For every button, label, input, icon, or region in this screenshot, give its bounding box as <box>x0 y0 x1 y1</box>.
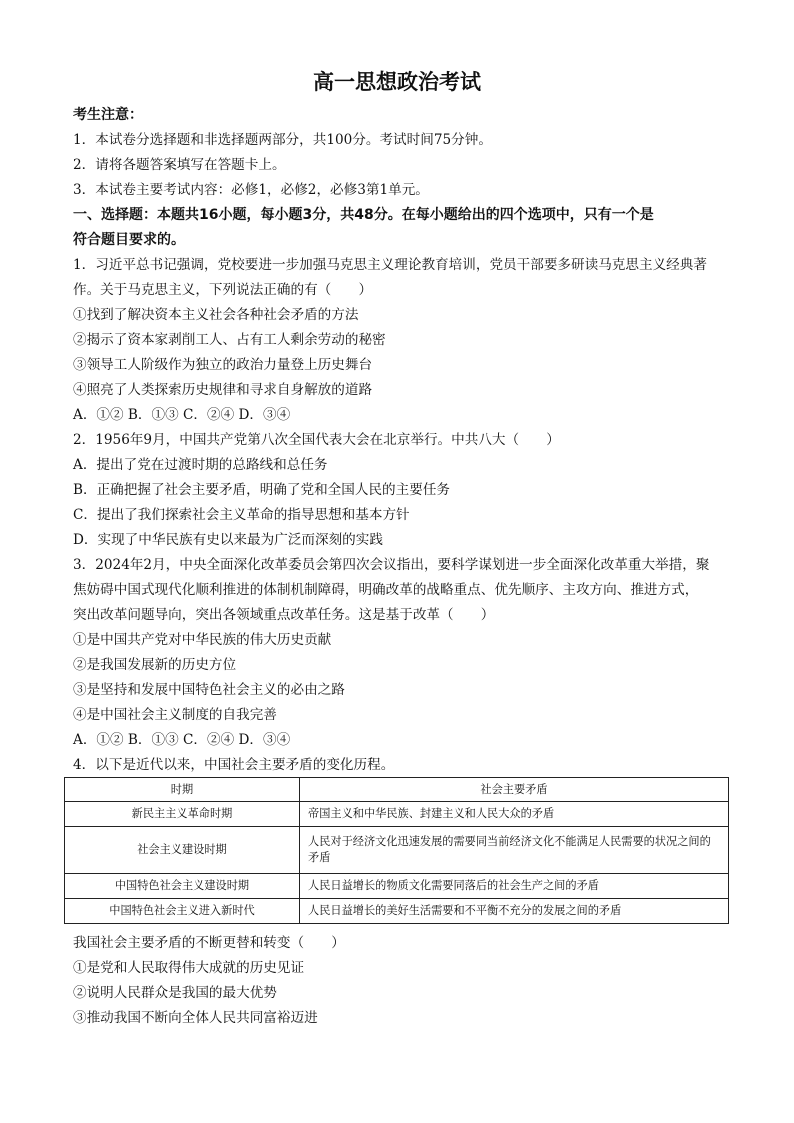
section-heading-cont: 符合题目要求的。 <box>73 232 185 248</box>
q4-option: ①是党和人民取得伟大成就的历史见证 <box>73 960 305 976</box>
notice-item: 1．本试卷分选择题和非选择题两部分，共100分。考试时间75分钟。 <box>73 132 492 148</box>
notice-item: 2．请将各题答案填写在答题卡上。 <box>73 157 286 173</box>
q2-option: C．提出了我们探索社会主义革命的指导思想和基本方针 <box>73 507 410 523</box>
q1-option: ②揭示了资本家剥削工人、占有工人剩余劳动的秘密 <box>73 332 386 348</box>
table-row <box>65 874 729 899</box>
table-row <box>65 827 729 874</box>
q2-stem: 2．1956年9月，中国共产党第八次全国代表大会在北京举行。中共八大（ ） <box>73 432 560 448</box>
q3-option: ④是中国社会主义制度的自我完善 <box>73 707 277 723</box>
q3-stem-cont: 焦妨碍中国式现代化顺利推进的体制机制障碍，明确改革的战略重点、优先顺序、主攻方向、推进方式， <box>73 582 699 598</box>
q4-option: ②说明人民群众是我国的最大优势 <box>73 985 277 1001</box>
q1-stem: 1．习近平总书记强调，党校要进一步加强马克思主义理论教育培训，党员干部要多研读马克思主义经典著 <box>73 257 707 273</box>
page-title: 高一思想政治考试 <box>313 70 481 94</box>
table-cell: 社会主义建设时期 <box>65 827 300 874</box>
q3-answers: A．①② B．①③ C．②④ D．③④ <box>73 732 291 748</box>
q3-option: ②是我国发展新的历史方位 <box>73 657 237 673</box>
table-cell: 人民日益增长的物质文化需要同落后的社会生产之间的矛盾 <box>300 874 729 899</box>
table-cell: 新民主主义革命时期 <box>65 802 300 827</box>
table-cell: 人民对于经济文化迅速发展的需要同当前经济文化不能满足人民需要的状况之间的矛盾 <box>300 827 729 874</box>
q3-stem: 3．2024年2月，中央全面深化改革委员会第四次会议指出，要科学谋划进一步全面深化改革重大举措，聚 <box>73 557 710 573</box>
table-cell: 中国特色社会主义建设时期 <box>65 874 300 899</box>
q1-option: ①找到了解决资本主义社会各种社会矛盾的方法 <box>73 307 359 323</box>
q4-option: ③推动我国不断向全体人民共同富裕迈进 <box>73 1010 318 1026</box>
table-header: 时期 <box>65 778 300 802</box>
table-row <box>65 899 729 924</box>
table-header-row <box>65 778 729 802</box>
notice-item: 3．本试卷主要考试内容：必修1，必修2，必修3第1单元。 <box>73 182 429 198</box>
q4-follow: 我国社会主要矛盾的不断更替和转变（ ） <box>73 935 345 951</box>
q1-option: ④照亮了人类探索历史规律和寻求自身解放的道路 <box>73 382 373 398</box>
q3-option: ③是坚持和发展中国特色社会主义的必由之路 <box>73 682 345 698</box>
table-header: 社会主要矛盾 <box>300 778 729 802</box>
q1-option: ③领导工人阶级作为独立的政治力量登上历史舞台 <box>73 357 373 373</box>
q1-answers: A．①② B．①③ C．②④ D．③④ <box>73 407 291 423</box>
q2-option: A．提出了党在过渡时期的总路线和总任务 <box>73 457 328 473</box>
table-cell: 人民日益增长的美好生活需要和不平衡不充分的发展之间的矛盾 <box>300 899 729 924</box>
table-cell: 帝国主义和中华民族、封建主义和人民大众的矛盾 <box>300 802 729 827</box>
table-cell: 中国特色社会主义进入新时代 <box>65 899 300 924</box>
q4-stem: 4．以下是近代以来，中国社会主要矛盾的变化历程。 <box>73 757 395 773</box>
q3-option: ①是中国共产党对中华民族的伟大历史贡献 <box>73 632 332 648</box>
q3-stem-cont: 突出改革问题导向，突出各领域重点改革任务。这是基于改革（ ） <box>73 607 495 623</box>
q2-option: B．正确把握了社会主要矛盾，明确了党和全国人民的主要任务 <box>73 482 451 498</box>
q1-stem-cont: 作。关于马克思主义，下列说法正确的有（ ） <box>73 282 373 298</box>
table-row <box>65 802 729 827</box>
contradiction-table <box>64 777 729 924</box>
section-heading: 一、选择题：本题共16小题，每小题3分，共48分。在每小题给出的四个选项中，只有一个是 <box>73 207 654 223</box>
notice-heading: 考生注意： <box>73 107 143 123</box>
q2-option: D．实现了中华民族有史以来最为广泛而深刻的实践 <box>73 532 383 548</box>
